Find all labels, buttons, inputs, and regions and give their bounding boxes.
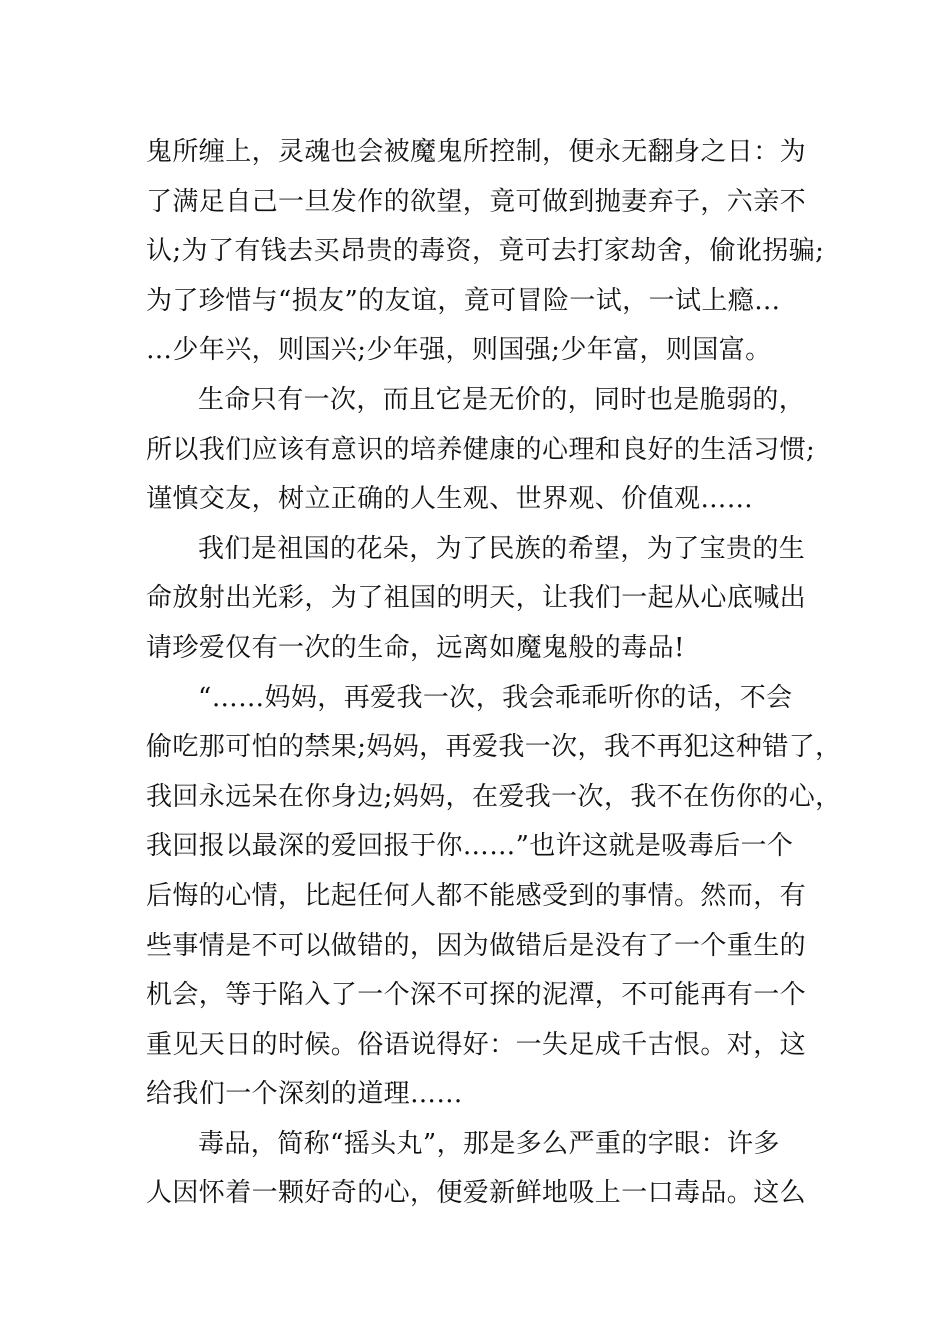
text-line: 我回报以最深的爱回报于你……”也许这就是吸毒后一个 bbox=[146, 831, 794, 862]
text-line: 命放射出光彩，为了祖国的明天，让我们一起从心底喊出 bbox=[146, 583, 807, 614]
text-line: 了满足自己一旦发作的欲望，竟可做到抛妻弃子，六亲不 bbox=[146, 186, 807, 217]
text-line: 重见天日的时候。俗语说得好：一失足成千古恨。对，这 bbox=[146, 1029, 807, 1060]
body-text bbox=[146, 128, 842, 1219]
text-line: 谨慎交友，树立正确的人生观、世界观、价值观…… bbox=[146, 484, 754, 515]
text-line: 偷吃那可怕的禁果;妈妈，再爱我一次，我不再犯这种错了， bbox=[146, 732, 842, 763]
text-line: 我们是祖国的花朵，为了民族的希望，为了宝贵的生 bbox=[198, 533, 806, 564]
text-line: 人因怀着一颗好奇的心，便爱新鲜地吸上一口毒品。这么 bbox=[146, 1178, 807, 1209]
text-line: 所以我们应该有意识的培养健康的心理和良好的生活习惯; bbox=[146, 434, 816, 465]
text-line: “……妈妈，再爱我一次，我会乖乖听你的话，不会 bbox=[198, 682, 793, 713]
text-line: 认;为了有钱去买昂贵的毒资，竟可去打家劫舍，偷讹拐骗; bbox=[146, 236, 825, 267]
text-line: 些事情是不可以做错的，因为做错后是没有了一个重生的 bbox=[146, 930, 807, 961]
text-line: …少年兴，则国兴;少年强，则国强;少年富，则国富。 bbox=[146, 335, 772, 366]
text-line: 后悔的心情，比起任何人都不能感受到的事情。然而，有 bbox=[146, 880, 807, 911]
text-line: 为了珍惜与“损友”的友谊，竟可冒险一试，一试上瘾… bbox=[146, 285, 781, 316]
text-line: 生命只有一次，而且它是无价的，同时也是脆弱的， bbox=[198, 384, 806, 415]
text-line: 毒品，简称“摇头丸”，那是多么严重的字眼：许多 bbox=[198, 1128, 780, 1159]
text-line: 请珍爱仅有一次的生命，远离如魔鬼般的毒品! bbox=[146, 632, 685, 663]
text-line: 鬼所缠上，灵魂也会被魔鬼所控制，便永无翻身之日：为 bbox=[146, 137, 807, 167]
text-line: 我回永远呆在你身边;妈妈，在爱我一次，我不在伤你的心， bbox=[146, 781, 842, 812]
text-line: 给我们一个深刻的道理…… bbox=[146, 1079, 463, 1110]
text-line: 机会，等于陷入了一个深不可探的泥潭，不可能再有一个 bbox=[146, 980, 807, 1011]
